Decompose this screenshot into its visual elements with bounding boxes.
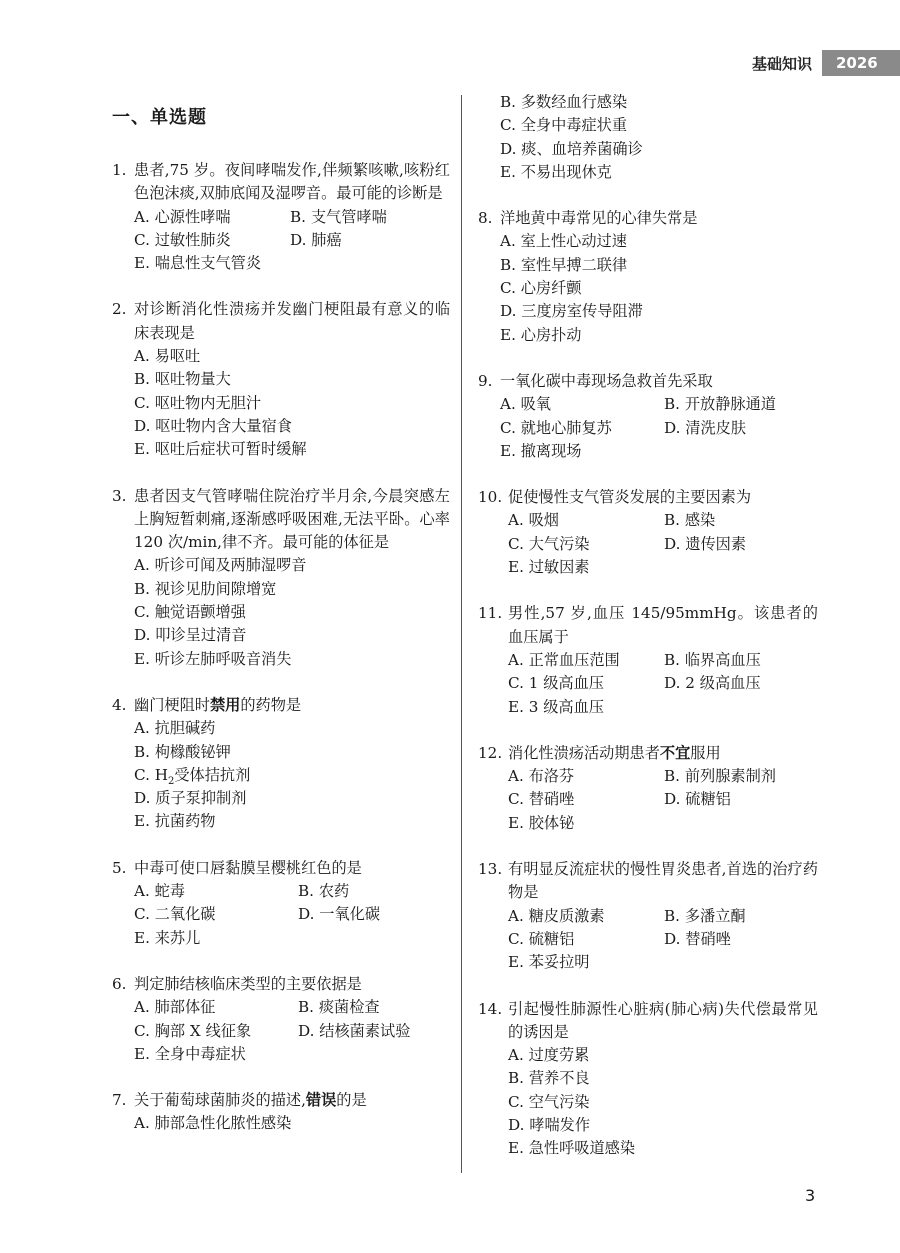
option-d: D. 痰、血培养菌确诊 (500, 139, 643, 158)
question-13 (478, 858, 818, 974)
option-text: C. H (134, 765, 168, 784)
option-c: C. 空气污染 (508, 1092, 590, 1111)
option-c: C. 心房纤颤 (500, 279, 582, 298)
option-b: B. 农药 (298, 882, 350, 901)
question-11 (478, 602, 818, 718)
option-d: D. 遗传因素 (664, 534, 747, 553)
option-c: C. 二氧化碳 (134, 905, 216, 924)
option-d: D. 一氧化碳 (298, 905, 381, 924)
option-d: D. 呕吐物内含大量宿食 (134, 416, 292, 435)
option-a: A. 正常血压范围 (508, 650, 620, 669)
question-10 (478, 486, 818, 579)
option-c: C. 就地心肺复苏 (500, 418, 612, 437)
option-b: B. 多数经血行感染 (500, 93, 628, 111)
option-e: E. 苯妥拉明 (508, 953, 590, 972)
option-c: C. 替硝唑 (508, 790, 575, 809)
question-5 (112, 857, 450, 950)
stem-emphasis: 错误 (305, 1091, 337, 1110)
stem-text: 的是 (336, 1091, 367, 1110)
option-c: C. 呕吐物内无胆汁 (134, 393, 262, 412)
question-12 (478, 742, 818, 835)
option-e: E. 胶体铋 (508, 813, 575, 832)
option-a: A. 肺部急性化脓性感染 (134, 1114, 292, 1133)
option-c: C. 硫糖铝 (508, 929, 575, 948)
column-divider (461, 95, 462, 1173)
option-a: A. 布洛芬 (508, 767, 575, 786)
question-2 (112, 298, 450, 461)
option-c: C. 1 级高血压 (508, 674, 604, 693)
option-e: E. 来苏儿 (134, 928, 201, 947)
option-e: E. 呕吐后症状可暂时缓解 (134, 440, 307, 459)
question-8 (478, 207, 818, 347)
question-number: 2. (112, 300, 127, 319)
question-4 (112, 694, 450, 834)
question-number: 7. (112, 1091, 127, 1110)
option-a: A. 过度劳累 (508, 1046, 590, 1065)
option-a: A. 抗胆碱药 (134, 719, 216, 738)
option-b: B. 室性早搏二联律 (500, 255, 628, 274)
option-b: B. 开放静脉通道 (664, 395, 776, 414)
question-stem (508, 742, 818, 765)
question-9 (478, 370, 818, 463)
option-a: A. 心源性哮喘 (134, 207, 231, 226)
option-e: E. 3 级高血压 (508, 697, 604, 716)
option-c: C. 大气污染 (508, 534, 590, 553)
page-number: 3 (805, 1186, 816, 1205)
question-stem: 患者因支气管哮喘住院治疗半月余,今晨突感左上胸短暂刺痛,逐渐感呼吸困难,无法平卧。心率 120 次/min,律不齐。最可能的体征是 (134, 486, 450, 552)
option-b: B. 枸橼酸铋钾 (134, 742, 231, 761)
option-a: A. 肺部体征 (134, 998, 216, 1017)
stem-text: 消化性溃疡活动期患者 (508, 743, 660, 762)
question-number: 12. (478, 743, 503, 762)
option-d: D. 2 级高血压 (664, 674, 761, 693)
option-e: E. 不易出现休克 (500, 162, 612, 181)
option-c: C. 过敏性肺炎 (134, 230, 231, 249)
year-badge: 2026 (822, 50, 900, 76)
question-number: 6. (112, 974, 127, 993)
option-a: A. 听诊可闻及两肺湿啰音 (134, 556, 307, 575)
question-3 (112, 485, 450, 671)
stem-text: 幽门梗阻时 (134, 695, 210, 714)
option-d: D. 硫糖铝 (664, 790, 731, 809)
question-6 (112, 973, 450, 1066)
question-1 (112, 159, 450, 275)
option-d: D. 肺癌 (290, 230, 342, 249)
question-stem: 引起慢性肺源性心脏病(肺心病)失代偿最常见的诱因是 (508, 999, 818, 1041)
question-stem: 中毒可使口唇黏膜呈樱桃红色的是 (134, 858, 362, 877)
option-b: B. 营养不良 (508, 1069, 590, 1088)
question-stem: 男性,57 岁,血压 145/95mmHg。该患者的血压属于 (508, 604, 818, 646)
option-b: B. 视诊见肋间隙增宽 (134, 579, 277, 598)
option-c (134, 764, 450, 787)
option-a: A. 蛇毒 (134, 882, 185, 901)
question-number: 3. (112, 486, 127, 505)
option-e: E. 全身中毒症状 (134, 1044, 246, 1063)
stem-text: 的药物是 (240, 695, 302, 714)
option-a: A. 室上性心动过速 (500, 232, 627, 251)
question-7 (112, 1089, 450, 1136)
question-stem: 洋地黄中毒常见的心律失常是 (500, 209, 698, 228)
option-c: C. 触觉语颤增强 (134, 603, 246, 622)
option-text: 受体拮抗剂 (174, 765, 251, 784)
right-column (478, 91, 818, 1184)
option-a: A. 吸氧 (500, 395, 551, 414)
category-label: 基础知识 (751, 54, 812, 73)
question-number: 5. (112, 858, 127, 877)
option-e: E. 喘息性支气管炎 (134, 254, 262, 273)
question-number: 14. (478, 999, 503, 1018)
page-header-tab (752, 50, 900, 76)
question-7-continued (478, 91, 818, 184)
section-title: 一、单选题 (112, 107, 207, 128)
stem-text: 服用 (690, 743, 721, 762)
option-d: D. 三度房室传导阻滞 (500, 302, 643, 321)
question-stem (134, 694, 450, 717)
question-number: 10. (478, 488, 503, 507)
option-e: E. 心房扑动 (500, 325, 582, 344)
option-d: D. 哮喘发作 (508, 1115, 591, 1134)
question-stem: 一氧化碳中毒现场急救首先采取 (500, 371, 713, 390)
left-column (112, 159, 450, 1159)
option-c: C. 胸部 X 线征象 (134, 1021, 252, 1040)
question-14 (478, 998, 818, 1161)
stem-text: 关于葡萄球菌肺炎的描述, (134, 1091, 306, 1110)
option-b: B. 多潘立酮 (664, 906, 746, 925)
option-e: E. 急性呼吸道感染 (508, 1139, 636, 1158)
question-stem: 有明显反流症状的慢性胃炎患者,首选的治疗药物是 (508, 860, 818, 902)
option-e: E. 撤离现场 (500, 441, 582, 460)
option-b: B. 支气管哮喘 (290, 207, 387, 226)
question-stem: 患者,75 岁。夜间哮喘发作,伴频繁咳嗽,咳粉红色泡沫痰,双肺底闻及湿啰音。最可能的诊断是 (134, 161, 450, 203)
option-a: A. 易呕吐 (134, 347, 201, 366)
question-stem: 判定肺结核临床类型的主要依据是 (134, 974, 362, 993)
question-number: 13. (478, 860, 503, 879)
question-number: 1. (112, 161, 127, 179)
stem-emphasis: 禁用 (209, 695, 241, 714)
option-d: D. 结核菌素试验 (298, 1021, 411, 1040)
question-number: 4. (112, 695, 127, 714)
option-b: B. 呕吐物量大 (134, 370, 231, 389)
option-d: D. 清洗皮肤 (664, 418, 747, 437)
option-e: E. 听诊左肺呼吸音消失 (134, 649, 292, 668)
subscript: 2 (167, 775, 175, 787)
stem-emphasis: 不宜 (659, 743, 691, 762)
option-b: B. 痰菌检查 (298, 998, 380, 1017)
option-b: B. 临界高血压 (664, 650, 761, 669)
option-d: D. 质子泵抑制剂 (134, 789, 247, 808)
question-stem: 促使慢性支气管炎发展的主要因素为 (508, 488, 751, 507)
option-a: A. 糖皮质激素 (508, 906, 605, 925)
question-number: 9. (478, 371, 493, 390)
question-stem: 对诊断消化性溃疡并发幽门梗阻最有意义的临床表现是 (134, 300, 450, 342)
option-e: E. 过敏因素 (508, 558, 590, 577)
option-c: C. 全身中毒症状重 (500, 116, 628, 135)
option-d: D. 替硝唑 (664, 929, 731, 948)
option-a: A. 吸烟 (508, 511, 559, 530)
option-d: D. 叩诊呈过清音 (134, 626, 247, 645)
question-number: 8. (478, 209, 493, 228)
option-b: B. 前列腺素制剂 (664, 767, 776, 786)
question-stem (134, 1089, 450, 1112)
option-e: E. 抗菌药物 (134, 812, 216, 831)
question-number: 11. (478, 604, 503, 623)
option-b: B. 感染 (664, 511, 716, 530)
